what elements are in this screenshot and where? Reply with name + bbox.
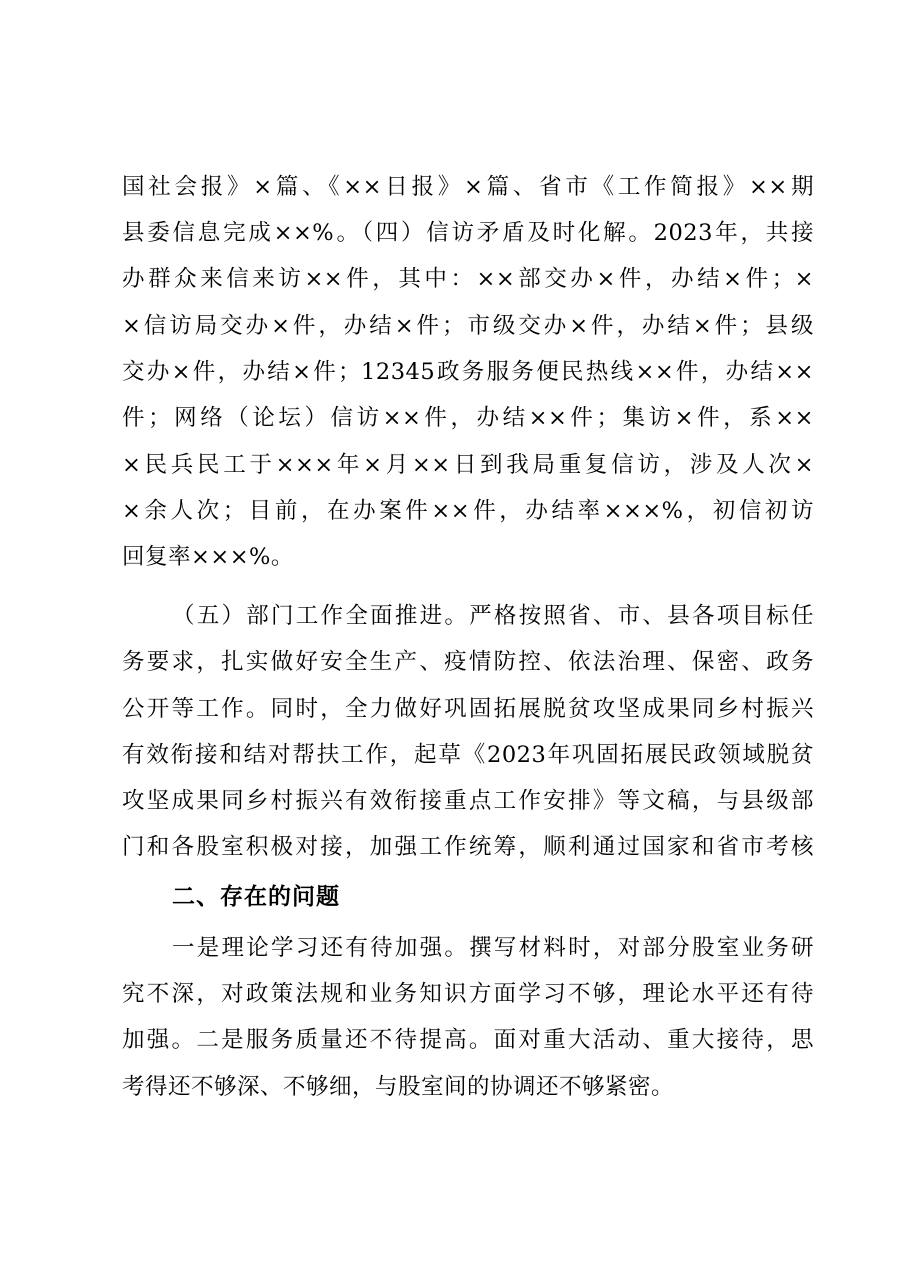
paragraph-1-line-8: ×余人次；目前，在办案件××件，办结率×××%，初信初访: [122, 498, 814, 524]
paragraph-1-line-1: 国社会报》×篇、《××日报》×篇、省市《工作简报》××期: [122, 174, 814, 200]
paragraph-1-line-9: 回复率×××%。: [122, 544, 294, 570]
paragraph-3-line-3: 加强。二是服务质量还不待提高。面对重大活动、重大接待，思: [122, 1027, 814, 1053]
paragraph-2-line-1: （五）部门工作全面推进。严格按照省、市、县各项目标任: [172, 603, 814, 629]
paragraph-2-line-4: 有效衔接和结对帮扶工作，起草《2023年巩固拓展民政领域脱贫: [122, 742, 814, 768]
paragraph-2-line-3: 公开等工作。同时，全力做好巩固拓展脱贫攻坚成果同乡村振兴: [122, 696, 814, 722]
paragraph-2-line-5: 攻坚成果同乡村振兴有效衔接重点工作安排》等文稿，与县级部: [122, 788, 814, 814]
paragraph-1-line-6: 件；网络（论坛）信访××件，办结××件；集访×件，系××: [122, 405, 814, 431]
paragraph-1-line-3: 办群众来信来访××件，其中：××部交办×件，办结×件；×: [122, 266, 814, 292]
paragraph-1-line-2: 县委信息完成××%。（四）信访矛盾及时化解。2023年，共接: [122, 220, 814, 246]
paragraph-3-line-4: 考得还不够深、不够细，与股室间的协调还不够紧密。: [122, 1074, 675, 1100]
paragraph-2-line-6: 门和各股室积极对接，加强工作统筹，顺利通过国家和省市考核: [122, 834, 814, 860]
paragraph-3-line-2: 究不深，对政策法规和业务知识方面学习不够，理论水平还有待: [122, 981, 814, 1007]
paragraph-1-line-5: 交办×件，办结×件；12345政务服务便民热线××件，办结××: [122, 359, 814, 385]
paragraph-1-line-7: ×民兵民工于×××年×月××日到我局重复信访，涉及人次×: [122, 452, 814, 478]
paragraph-3-line-1: 一是理论学习还有待加强。撰写材料时，对部分股室业务研: [172, 935, 814, 961]
section-heading: 二、存在的问题: [172, 884, 340, 910]
paragraph-2-line-2: 务要求，扎实做好安全生产、疫情防控、依法治理、保密、政务: [122, 649, 814, 675]
paragraph-1-line-4: ×信访局交办×件，办结×件；市级交办×件，办结×件；县级: [122, 313, 814, 339]
